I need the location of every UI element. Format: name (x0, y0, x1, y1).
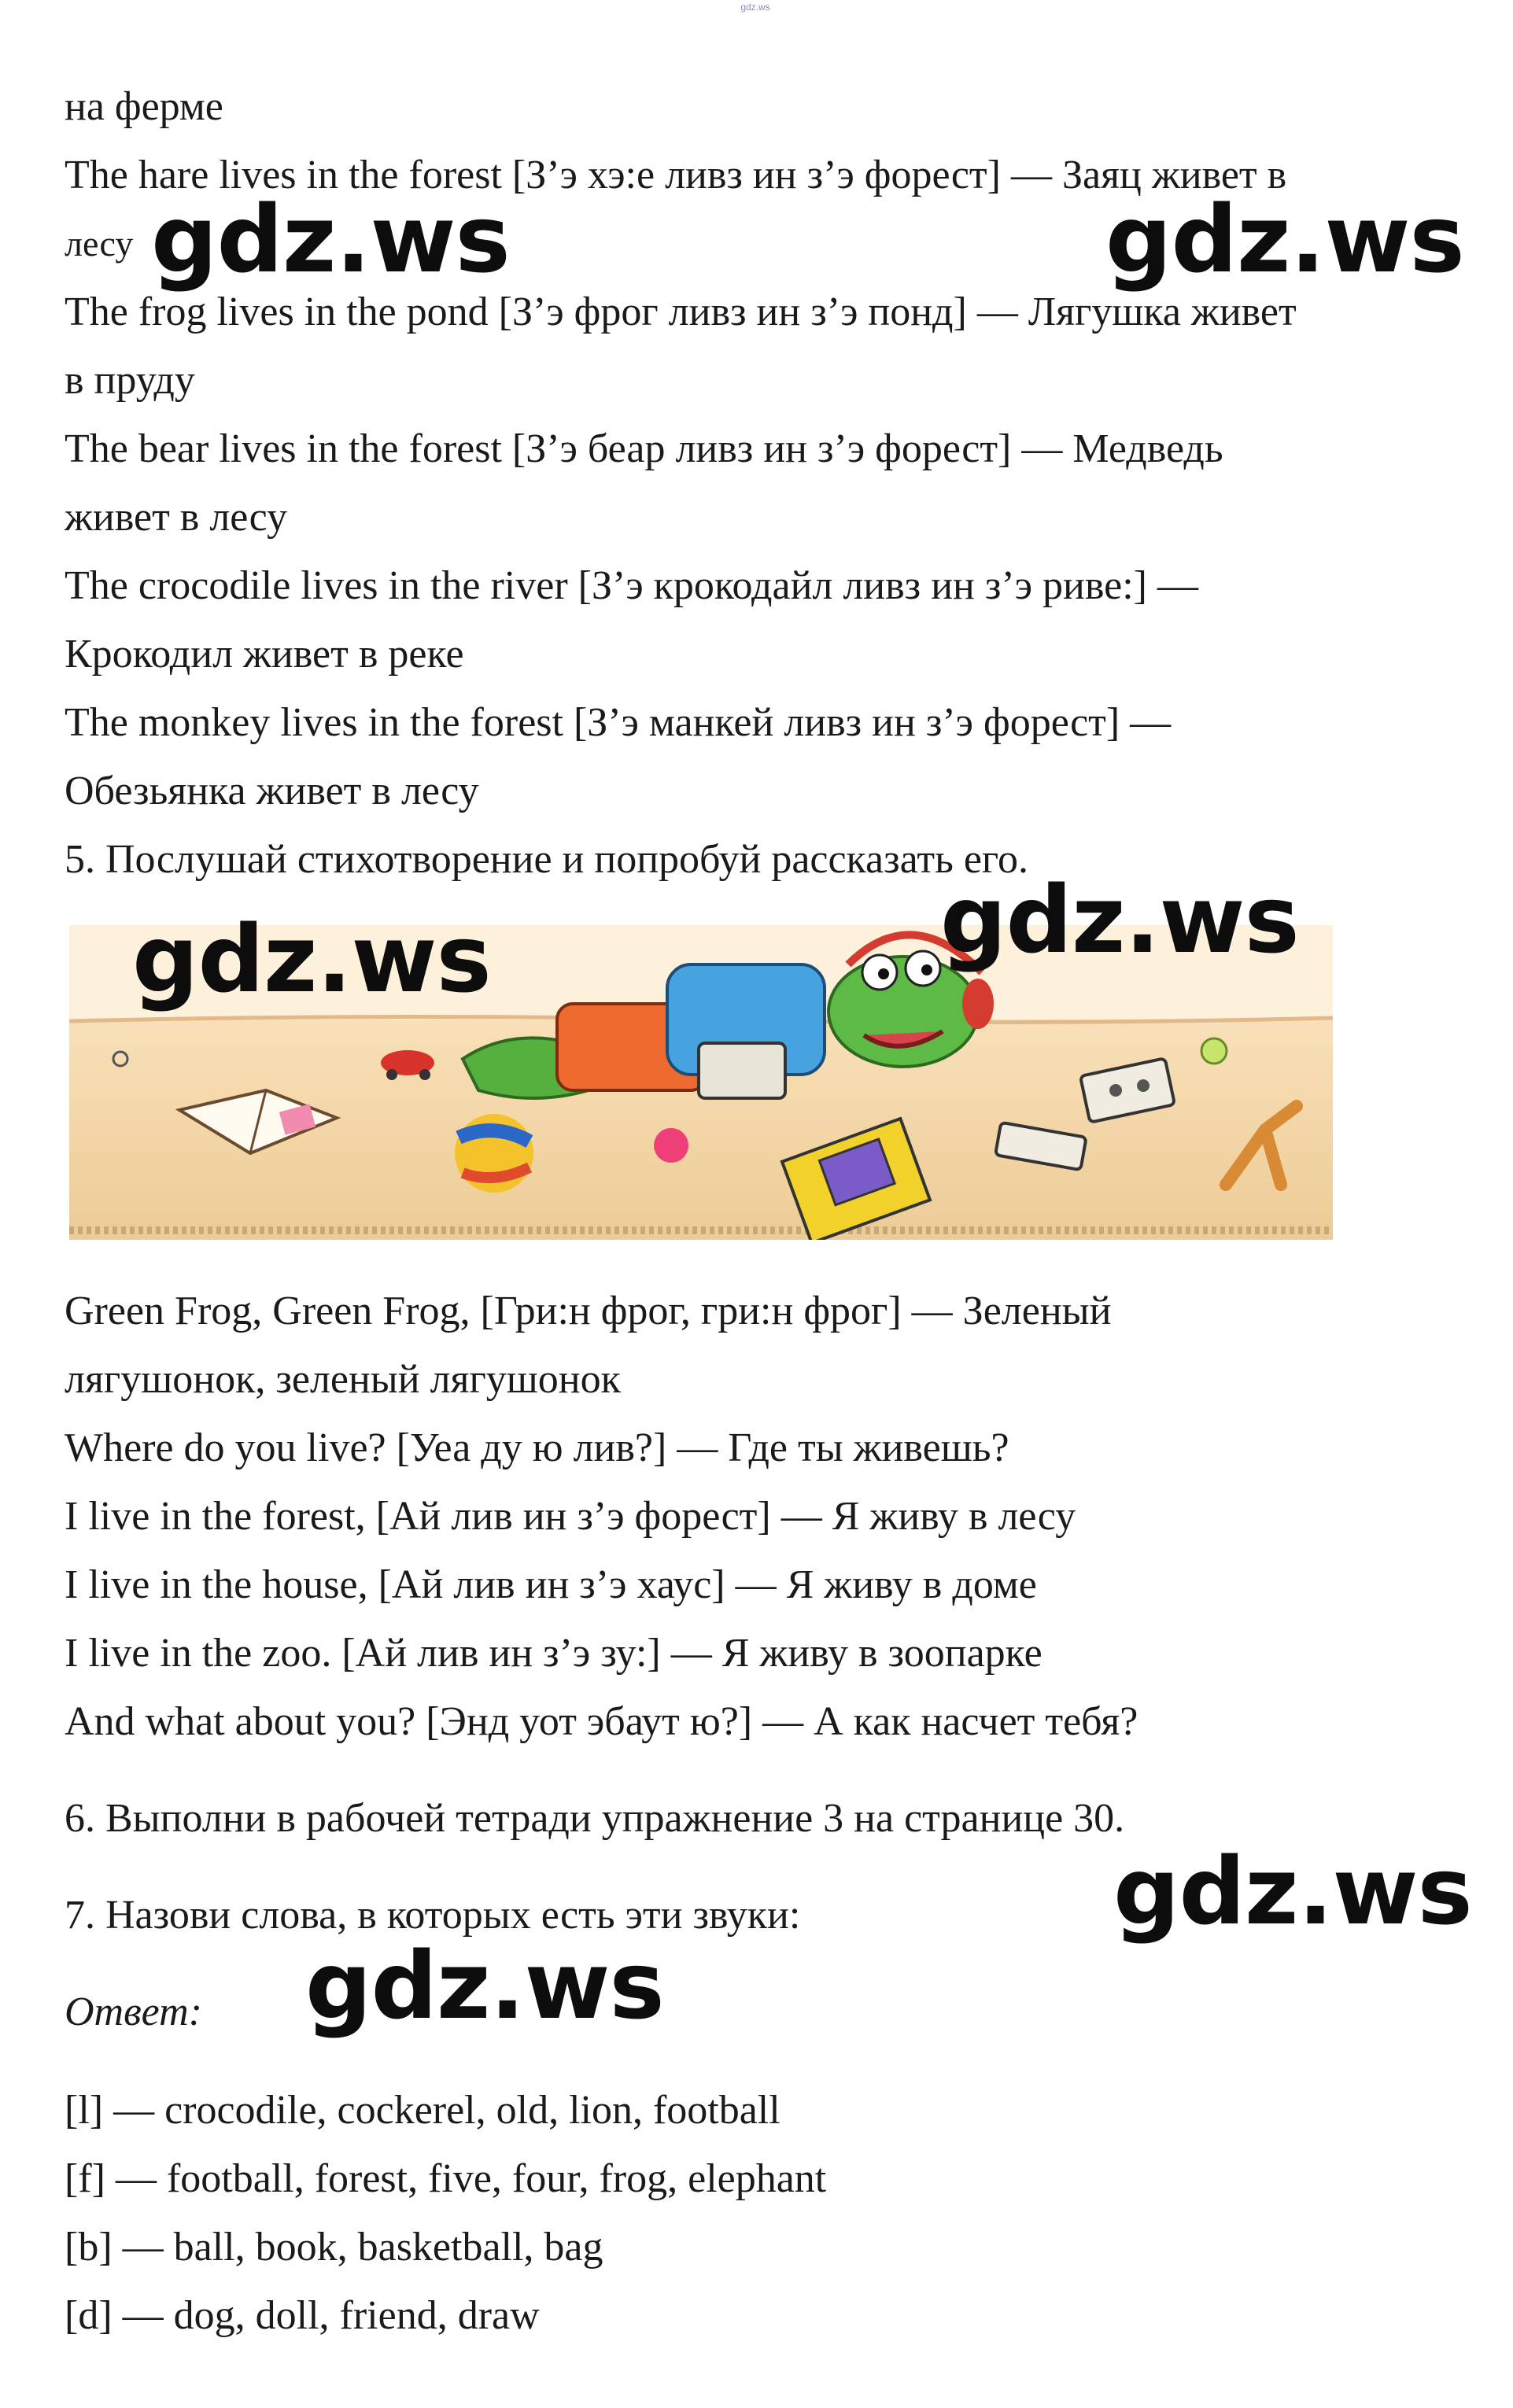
watermark: gdz.ws (1113, 1837, 1472, 1945)
poem-line: Green Frog, Green Frog, [Гри:н фрог, гри:н фрог] — Зеленый (65, 1289, 1112, 1333)
task-5-heading: 5. Послушай стихотворение и попробуй рассказать его. (65, 837, 1028, 882)
task-6-heading: 6. Выполни в рабочей тетради упражнение 3 на странице 30. (65, 1796, 1125, 1841)
poem-line: I live in the forest, [Ай лив ин з’э форест] — Я живу в лесу (65, 1494, 1076, 1539)
task-7-heading: 7. Назови слова, в которых есть эти звуки: (65, 1893, 801, 1938)
poem-line: And what about you? [Энд уот эбаут ю?] — А как насчет тебя? (65, 1699, 1138, 1744)
poem-line: I live in the zoo. [Ай лив ин з’э зу:] — Я живу в зоопарке (65, 1631, 1042, 1676)
text-line: Обезьянка живет в лесу (65, 769, 479, 813)
text-line: The bear lives in the forest [З’э беар ливз ин з’э форест] — Медведь (65, 426, 1223, 471)
poem-line: I live in the house, [Ай лив ин з’э хаус] — Я живу в доме (65, 1562, 1037, 1607)
text-line: The monkey lives in the forest [З’э манкей ливз ин з’э форест] — (65, 700, 1172, 745)
text-line: The crocodile lives in the river [З’э крокодайл ливз ин з’э риве:] — (65, 563, 1198, 608)
answer-line: [b] — ball, book, basketball, bag (65, 2225, 603, 2270)
answer-line: [d] — dog, doll, friend, draw (65, 2293, 540, 2338)
text-line: живет в лесу (65, 495, 288, 540)
poem-line: Where do you live? [Уеа ду ю лив?] — Где ты живешь? (65, 1425, 1009, 1470)
text-line: на ферме (65, 84, 223, 129)
answer-line: [l] — crocodile, cockerel, old, lion, football (65, 2088, 780, 2133)
text-line: Крокодил живет в реке (65, 632, 464, 677)
watermark: gdz.ws (940, 865, 1299, 974)
watermark: gdz.ws (305, 1931, 664, 2040)
text-line: The hare lives in the forest [З’э хэ:е ливз ин з’э форест] — Заяц живет в (65, 153, 1287, 197)
text-line: лесу (65, 223, 134, 264)
text-line: в пруду (65, 358, 195, 403)
watermark: gdz.ws (1105, 185, 1464, 293)
answer-line: [f] — football, forest, five, four, frog, elephant (65, 2156, 827, 2201)
watermark: gdz.ws (132, 905, 491, 1013)
text-line: The frog lives in the pond [З’э фрог ливз ин з’э понд] — Лягушка живет (65, 289, 1297, 334)
answer-label: Ответ: (65, 1989, 202, 2034)
poem-line: лягушонок, зеленый лягушонок (65, 1357, 621, 1402)
header-mark: gdz.ws (740, 2, 770, 13)
ball-icon (455, 1114, 533, 1193)
watermark: gdz.ws (151, 185, 510, 293)
